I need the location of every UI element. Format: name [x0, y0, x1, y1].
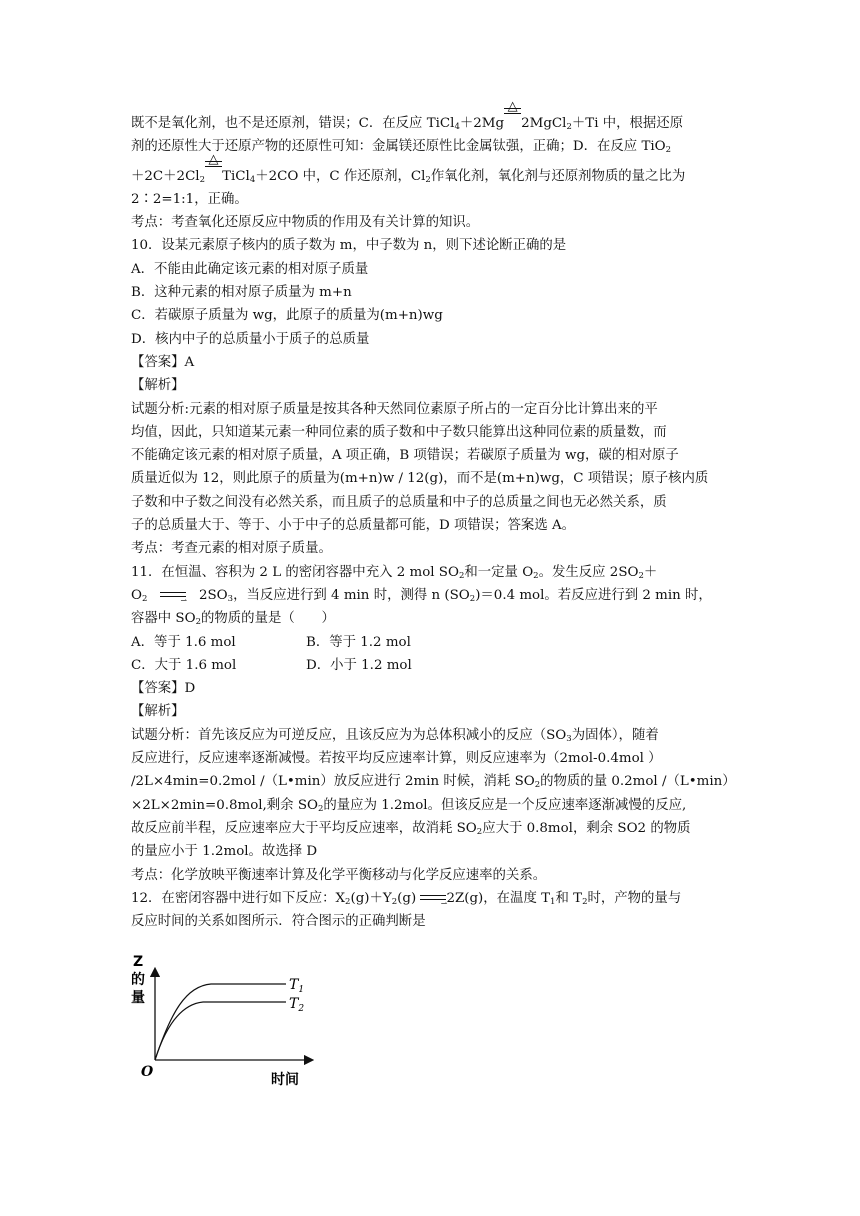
text-line: 容器中 $SO_2$的物质的量是（ ） — [131, 611, 335, 628]
text-line: 子数和中子数之间没有必然关系，而且质子的总质量和中子的总质量之间也无必然关系，质 — [131, 494, 667, 510]
y-axis-label: Z — [133, 954, 144, 970]
x-axis-label: 时间 — [271, 1072, 299, 1088]
options-row: C．大于 1.6 mol D．小于 1.2 mol — [131, 657, 412, 673]
y-axis-label: 的 — [131, 972, 145, 988]
text-line: 试题分析:元素的相对原子质量是按其各种天然同位素原子所占的一定百分比计算出来的平 — [131, 401, 658, 417]
equilibrium-arrow-icon: ⇀ — [420, 893, 446, 903]
options-row: A．等于 1.6 mol B．等于 1.2 mol — [131, 634, 411, 650]
text-line: 考点：考查元素的相对原子质量。 — [131, 541, 332, 557]
text-line: 故反应前半程，反应速率应大于平均反应速率，故消耗 $SO_2$应大于 0.8mol，剩余 SO2 的物质 — [131, 820, 691, 837]
origin-label: O — [141, 1064, 154, 1080]
z-amount-vs-time-figure — [131, 952, 316, 1092]
option-b: B．这种元素的相对原子质量为 m+n — [131, 285, 352, 301]
text-line: ×2L×2min=0.8mol,剩余 $SO_2$的量应为 1.2mol。但该反应是一个反应速率逐渐减慢的反应, — [131, 797, 687, 814]
text-line: 反应进行，反应速率逐渐减慢。若按平均反应速率计算，则反应速率为（2mol-0.4mol ） — [131, 751, 662, 767]
text-line: 剂的还原性大于还原产物的还原性可知：金属镁还原性比金属钛强，正确；D．在反应 TiO$_2$ — [131, 139, 672, 156]
series-label-t2: $T_2$ — [289, 996, 305, 1014]
heat-condition-sign: △ — [205, 165, 222, 188]
text-line: 子的总质量大于、等于、小于中子的总质量都可能，D 项错误；答案选 A。 — [131, 518, 576, 534]
question-10: 10．设某元素原子核内的质子数为 m，中子数为 n，则下述论断正确的是 — [131, 238, 567, 254]
document-body — [131, 99, 736, 933]
option-d: D．核内中子的总质量小于质子的总质量 — [131, 331, 370, 347]
text-line: 既不是氧化剂，也不是还原剂，错误；C．在反应 TiCl$_4$＋2Mg △ 2MgCl$_2$＋Ti 中，根据还原 — [131, 112, 731, 135]
question-11: 11．在恒温、容积为 2 L 的密闭容器中充入 2 mol $SO_2$和一定量 $O_2$。发生反应 $2SO_2+$ — [131, 564, 658, 581]
text-line: 2∶2=1:1，正确。 — [131, 191, 248, 207]
answer-label: 【答案】A — [131, 354, 195, 370]
text-line: 不能确定该元素的相对原子质量，A 项正确，B 项错误；若碳原子质量为 wg，碳的相对原子 — [131, 448, 679, 464]
curve-t1 — [155, 984, 286, 1060]
question-12: 12．在密闭容器中进行如下反应：$X_2(g)+Y_2(g)$ ⇀ 2Z(g)，在温度 $T_1$和 $T_2$时，产物的量与 — [131, 890, 682, 909]
text-line: 均值，因此，只知道某元素一种同位素的质子数和中子数只能算出这种同位素的质量数，而 — [131, 424, 667, 440]
text-line: 质量近似为 12，则此原子的质量为(m+n)w / 12(g)，而不是(m+n)wg，C 项错误；原子核内质 — [131, 471, 709, 487]
text-line: 试题分析：首先该反应为可逆反应，且该反应为为总体积减小的反应（$SO_3$为固体），随着 — [131, 727, 659, 744]
option-a: A．不能由此确定该元素的相对原子质量 — [131, 261, 369, 277]
text-line: /2L×4min=0.2mol /（L•min）放反应进行 2min 时候，消耗 $SO_2$的物质的量 0.2mol /（L•min） — [131, 774, 736, 791]
analysis-label: 【解析】 — [131, 378, 185, 394]
text-line: $O_2$ ⇀ $2SO_3$，当反应进行到 4 min 时，测得 n $(SO_2)=0.4$ mol。若反应进行到 2 min 时， — [131, 587, 712, 606]
y-axis-label: 量 — [131, 990, 145, 1006]
text-line: $+2C+2Cl_2$ △ TiCl$_4$＋2CO 中，C 作还原剂，$Cl_2$作氧化剂，氧化剂与还原剂物质的量之比为 — [131, 165, 731, 188]
answer-label: 【答案】D — [131, 681, 196, 697]
series-label-t1: $T_1$ — [289, 977, 305, 995]
analysis-label: 【解析】 — [131, 704, 185, 720]
text-line: 反应时间的关系如图所示．符合图示的正确判断是 — [131, 914, 426, 930]
heat-condition-sign: △ — [504, 112, 521, 135]
text-line: 考点：化学放映平衡速率计算及化学平衡移动与化学反应速率的关系。 — [131, 867, 547, 883]
text-line: 的量应小于 1.2mol。故选择 D — [131, 844, 318, 860]
equilibrium-arrow-icon: ⇀ — [160, 590, 186, 600]
curve-t2 — [155, 1002, 286, 1060]
text-line: 考点：考查氧化还原反应中物质的作用及有关计算的知识。 — [131, 215, 480, 231]
option-c: C．若碳原子质量为 wg，此原子的质量为(m+n)wg — [131, 308, 443, 324]
